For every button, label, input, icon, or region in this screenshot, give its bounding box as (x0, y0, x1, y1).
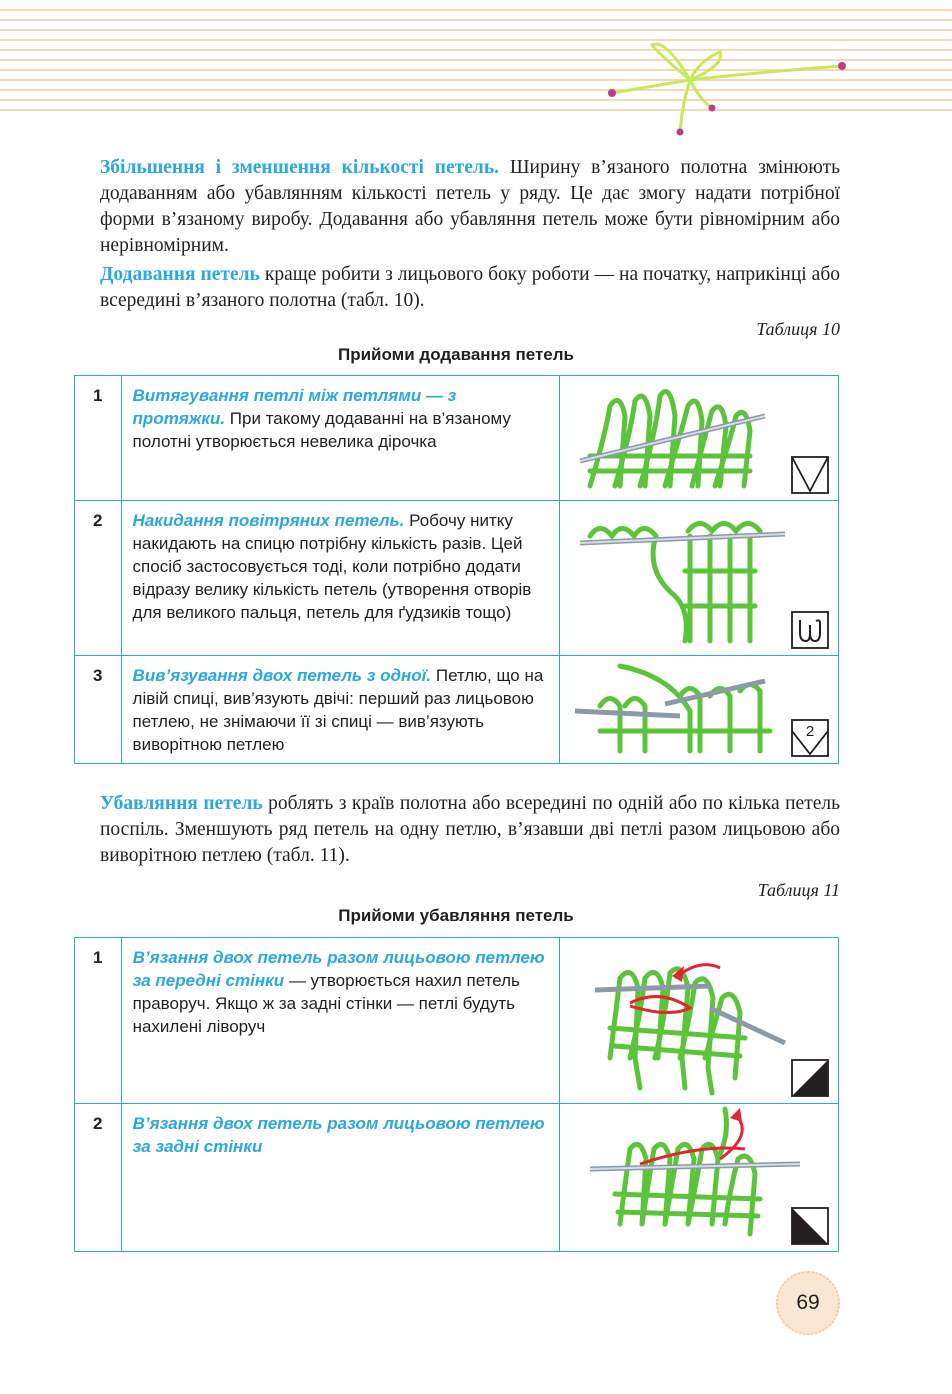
reduction-term: Убавляння петель (100, 793, 263, 814)
v-two-symbol-icon (791, 719, 829, 757)
reduction-text: роблять з країв полотна або всередині по одній або по кілька петель поспіль. Зменшують ряд петель на одну петлю, в’язавши дві петлі разом лицьовою або виворітною петлею (табл. 11). (100, 793, 840, 866)
symbol-label: 2 (805, 723, 815, 740)
table11-title: Прийоми убавляння петель (338, 906, 574, 925)
table-11 (74, 937, 839, 1252)
adding-text: краще робити з лицьового боку роботи — на початку, наприкінці або всередині в’язаного полотна (табл. 10). (100, 264, 840, 311)
row-illustration (559, 501, 838, 656)
triangle-right-symbol-icon (791, 1059, 829, 1097)
table10-caption: Таблиця 10 (756, 319, 840, 339)
row-term: В’язання двох петель разом лицьовою петлею за передні стінки (132, 948, 545, 990)
triangle-left-symbol-icon (791, 1207, 829, 1245)
row-text: Робочу нитку накидають на спицю потрібну кількість разів. Цей спосіб застосовується тоді, коли потрібно додати відразу велику кількість петель (утворення отворів для великого пальця, петель для ґудзиків тощо) (132, 511, 532, 622)
intro-term: Збільшення і зменшення кількості петель. (100, 157, 500, 178)
table-10 (74, 375, 839, 764)
reduction-paragraph (100, 791, 840, 869)
row-text: При такому додаванні на в’язаному полотні утворюється невелика дірочка (132, 409, 511, 451)
row-number: 2 (75, 1104, 122, 1252)
row-number: 3 (75, 656, 122, 764)
row-term: Накидання повітряних петель. (132, 511, 405, 530)
row-illustration (559, 938, 838, 1104)
intro-text: Ширину в’язаного полотна змінюють додаванням або убавлянням кількості петель у ряду. Це дає змогу надати потрібної форми в’язаному виробу. Додавання або убавляння петель може бути рівномірним або нерівномірним. (100, 157, 840, 256)
adding-term: Додавання петель (100, 264, 260, 285)
row-number: 1 (75, 938, 122, 1104)
row-illustration (559, 1104, 838, 1252)
ribbon-bow (612, 44, 842, 132)
table-row (75, 656, 839, 764)
row-number: 2 (75, 501, 122, 656)
table-row (75, 1104, 839, 1252)
row-term: Витягування петлі між петлями — з протяжки. (132, 386, 457, 428)
v-check-symbol-icon (791, 456, 829, 494)
table-row (75, 376, 839, 501)
row-number: 1 (75, 376, 122, 501)
table-row (75, 501, 839, 656)
row-text: — утворюється нахил петель праворуч. Якщо ж за задні стінки — петлі будуть нахилені ліворуч (132, 971, 520, 1036)
table-row (75, 938, 839, 1104)
intro-paragraph (100, 155, 840, 259)
page-number-label: 69 (796, 1291, 820, 1314)
row-term: В’язання двох петель разом лицьовою петлею за задні стінки (132, 1114, 545, 1156)
row-text: Петлю, що на лівій спиці, вив’язують двічі: перший раз лицьовою петлею, не знімаючи її зі спиці — вив’язують виворітною петлею (132, 666, 544, 754)
w-loop-symbol-icon (791, 611, 829, 649)
row-description (121, 501, 559, 656)
row-description (121, 656, 559, 764)
row-illustration (559, 376, 838, 501)
row-illustration (559, 656, 838, 764)
table10-title: Прийоми додавання петель (338, 345, 574, 364)
row-term: Вив’язування двох петель з одної. (132, 666, 432, 685)
row-description (121, 938, 559, 1104)
header-decoration (0, 0, 952, 140)
adding-paragraph (100, 262, 840, 314)
table11-caption: Таблиця 11 (757, 880, 840, 900)
row-description (121, 376, 559, 501)
page-number (776, 1271, 840, 1335)
row-description (121, 1104, 559, 1252)
